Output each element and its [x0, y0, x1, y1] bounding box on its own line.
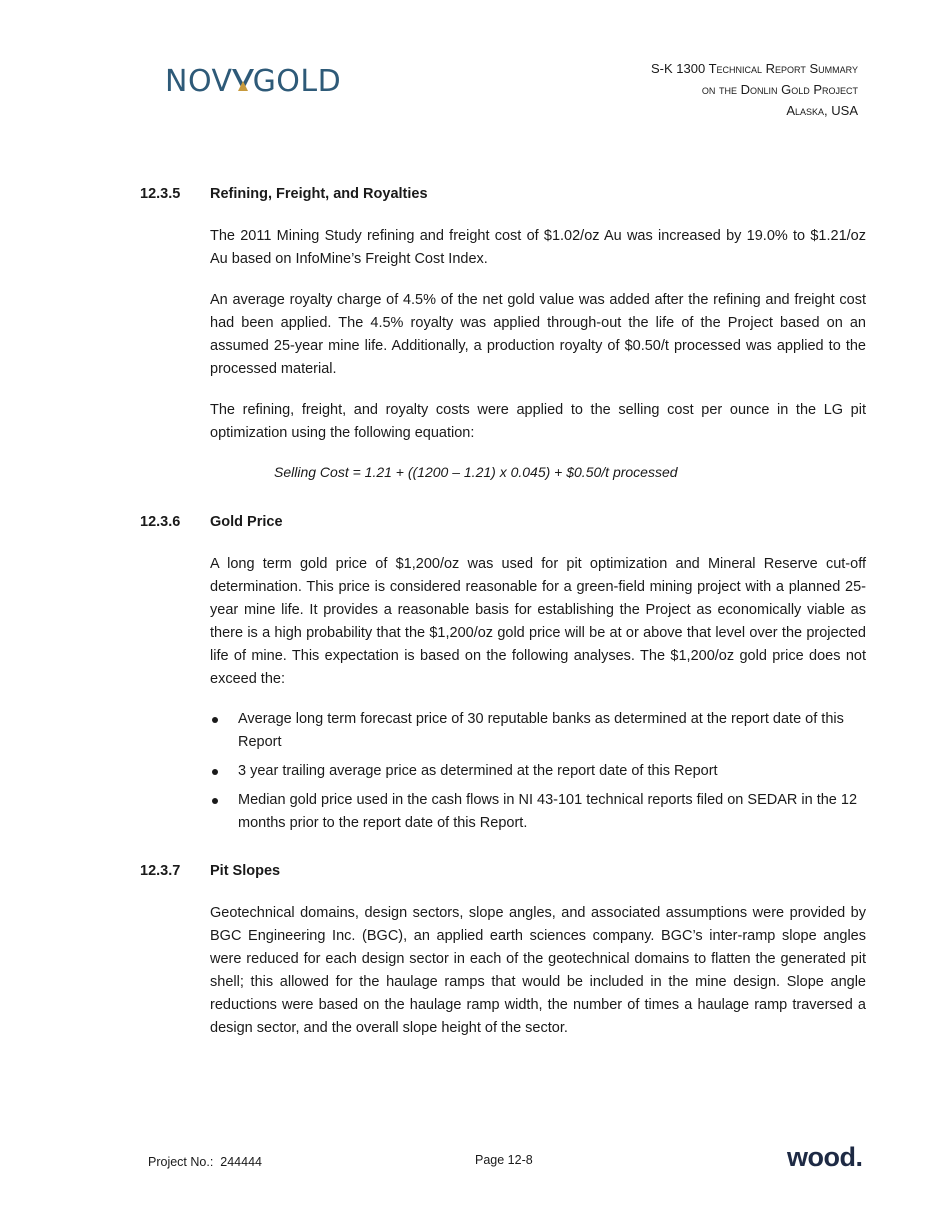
section-heading-12-3-7 — [140, 863, 280, 879]
logo-text-right: GOLD — [252, 64, 342, 99]
paragraph: An average royalty charge of 4.5% of the net gold value was added after the refining and freight cost had been applied. The 4.5% royalty was applied through-out the life of the Project based on an assumed 25-year mine life. Additionally, a production royalty of $0.50/t processed was applied to the processed material. — [210, 292, 866, 377]
section-title: Pit Slopes — [210, 863, 281, 879]
header-line-1: S-K 1300 Technical Report Summary — [651, 61, 858, 76]
paragraph: The refining, freight, and royalty costs were applied to the selling cost per ounce in the LG pit optimization using the following equation: — [210, 402, 866, 441]
section-heading-12-3-6 — [140, 514, 283, 530]
project-number-value: 244444 — [220, 1155, 262, 1169]
page-number: Page 12-8 — [475, 1153, 533, 1167]
novagold-logo — [165, 64, 341, 99]
project-number — [148, 1155, 262, 1169]
header-line-2: on the Donlin Gold Project — [701, 82, 858, 97]
logo-text-left: NOV — [165, 64, 233, 99]
report-header — [651, 58, 858, 121]
paragraph: A long term gold price of $1,200/oz was used for pit optimization and Mineral Reserve cut-off determination. This price is considered reasonable for a green-field mining project with a planned 25-year mine life. It provides a reasonable basis for establishing the Project as economically viable as there is a high probability that the $1,200/oz gold price will be at or above that level over the projected life of mine. This expectation is based on the following analyses. The $1,200/oz gold price does not exceed the: — [210, 556, 866, 687]
list-item: Median gold price used in the cash flows in NI 43-101 technical reports filed on SEDAR in the 12 months prior to the report date of this Report. — [210, 789, 866, 835]
list-item: 3 year trailing average price as determined at the report date of this Report — [210, 760, 866, 783]
wood-logo: wood. — [787, 1142, 863, 1172]
section-heading-12-3-5 — [140, 186, 428, 202]
logo-triangle-icon — [232, 69, 254, 91]
selling-cost-equation: Selling Cost = 1.21 + ((1200 – 1.21) x 0.045) + $0.50/t processed — [274, 464, 678, 480]
section-title: Refining, Freight, and Royalties — [210, 186, 428, 202]
project-label: Project No.: — [148, 1155, 214, 1169]
header-line-3: Alaska, USA — [786, 103, 858, 118]
section-number: 12.3.6 — [140, 514, 181, 530]
paragraph: The 2011 Mining Study refining and freight cost of $1.02/oz Au was increased by 19.0% to $1.21/oz Au based on InfoMine’s Freight Cost Index. — [210, 228, 866, 267]
bullet-list — [210, 708, 866, 841]
section-title: Gold Price — [210, 514, 283, 530]
section-number: 12.3.5 — [140, 186, 181, 202]
list-item: Average long term forecast price of 30 reputable banks as determined at the report date of this Report — [210, 708, 866, 754]
section-number: 12.3.7 — [140, 863, 181, 879]
paragraph: Geotechnical domains, design sectors, slope angles, and associated assumptions were provided by BGC Engineering Inc. (BGC), an applied earth sciences company. BGC’s inter-ramp slope angles were reduced for each design sector in each of the geotechnical domains to flatten the generated pit shell; this allowed for the haulage ramps that would be included in the mine design. Slope angle reductions were based on the haulage ramp width, the number of times a haulage ramp traversed a design sector, and the overall slope height of the sector. — [210, 905, 866, 1036]
